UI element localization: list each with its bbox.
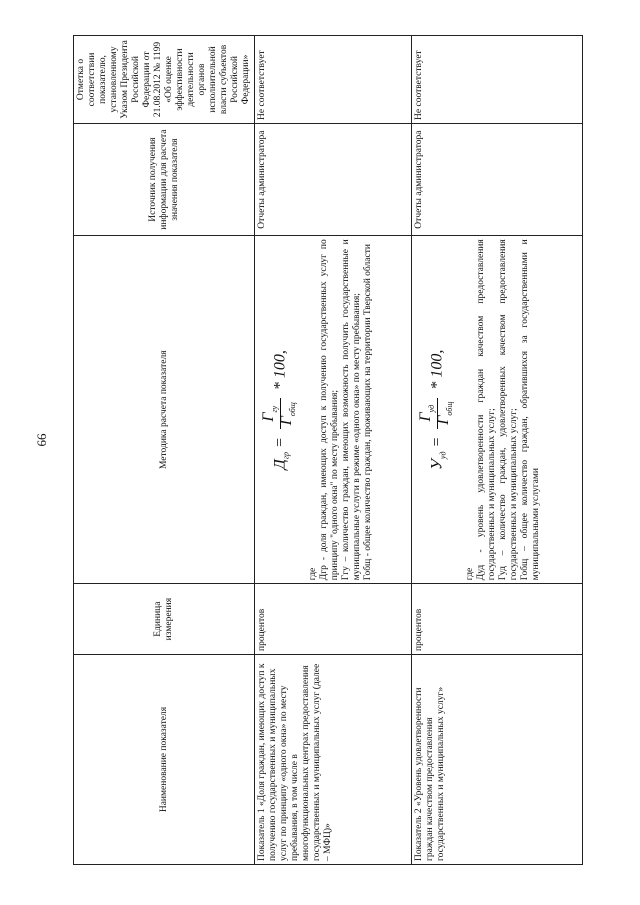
row1-method — [255, 236, 412, 584]
row2-note: Не соответствует — [411, 36, 582, 124]
formula-numerator: Г — [416, 412, 434, 422]
formula-lhs: Д — [271, 459, 289, 470]
formula-lhs-sub: уд — [438, 451, 448, 460]
row1-source: Отчеты администратора — [255, 123, 412, 235]
table-row — [255, 36, 412, 865]
row1-note: Не соответствует — [255, 36, 412, 124]
formula-fraction — [416, 398, 455, 429]
row2-formula: $У_{уд}$ = $Г_{уд}$ $Г_{общ}$ * 100, — [416, 349, 455, 470]
row2-name: Показатель 2 «Уровень удовлетворенности граждан качеством предоставления государственных и муниципальных услуг» — [411, 655, 582, 865]
row1-line: Гобщ - общее количество граждан, проживающих на территории Тверской области — [363, 244, 374, 581]
formula-denominator: Г — [435, 415, 453, 425]
table-header-row — [74, 36, 255, 865]
row2-unit: процентов — [411, 584, 582, 655]
indicators-table-container — [73, 35, 583, 865]
row1-line: Дгр - доля граждан, имеющих доступ к получению государственных услуг по принципу "одного окна" по месту пребывания; — [319, 239, 341, 581]
formula-denominator-sub: общ — [288, 402, 298, 417]
row1-name: Показатель 1 «Доля граждан, имеющих доступ к получению государственных и муниципальных услуг по принципу «одного окна» по месту пребывания, в том числе в многофункциональных центрах предоставления государственных и муниципальных услуг (далее – МФЦ)» — [255, 655, 412, 865]
header-unit: Единица измерения — [74, 584, 255, 655]
header-source: Источник получения информации для расчета значения показателя — [74, 123, 255, 235]
row1-formula: $Д_{гр}$ = $Г_{гу}$ $Г_{общ}$ * 100, — [260, 350, 298, 470]
indicators-table — [73, 35, 583, 865]
formula-numerator: Г — [260, 412, 277, 422]
row2-line: Дуд - уровень удовлетворенности граждан качеством предоставления государственных и муниципальных услуг; — [476, 239, 498, 581]
formula-tail: * 100, — [271, 350, 289, 391]
row2-method — [411, 236, 582, 584]
row1-line: Ггу – количество граждан, имеющих возможность получить государственные и муниципальные услуги в режиме «одного окна» по месту пребывания; — [341, 239, 363, 581]
page-number: 66 — [34, 433, 49, 447]
formula-lhs: У — [428, 459, 446, 470]
row1-unit: процентов — [255, 584, 412, 655]
row2-line: Гобщ – общее количество граждан, обратившихся за государственными и муниципальными услугами — [520, 239, 542, 581]
row2-source: Отчеты администратора — [411, 123, 582, 235]
row2-where: где — [465, 567, 476, 581]
formula-denominator-sub: общ — [445, 401, 455, 416]
header-note: Отметка о соответствии показателю, установленному Указом Президента Российской Федерации от 21.08.2012 № 1199 «Об оценке эффективности деятельности органов исполнительной власти субъектов Российской Федерации» — [74, 36, 255, 124]
header-method: Методика расчета показателя — [74, 236, 255, 584]
formula-denominator: Г — [278, 416, 296, 426]
formula-tail: * 100, — [428, 349, 446, 390]
formula-numerator-sub: гу — [270, 405, 280, 413]
formula-numerator-sub: уд — [427, 404, 437, 413]
table-row — [411, 36, 582, 865]
row2-line: Гуд – количество граждан, удовлетворенных качеством предоставления государственных и муниципальных услуг; — [498, 239, 520, 581]
header-name: Наименование показателя — [74, 655, 255, 865]
row1-where: где — [308, 567, 319, 581]
formula-lhs-sub: гр — [281, 452, 291, 460]
formula-fraction — [260, 398, 298, 429]
